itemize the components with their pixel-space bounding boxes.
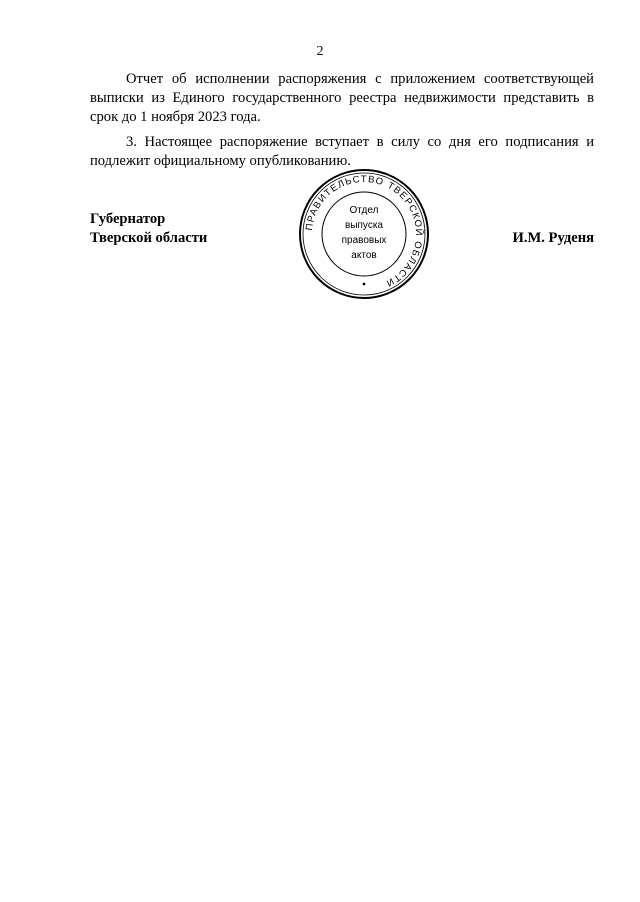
stamp-center-line3: правовых bbox=[341, 235, 387, 246]
stamp-center-line2: выпуска bbox=[345, 220, 383, 231]
stamp-outer-thin-ring bbox=[303, 173, 425, 295]
stamp-ring-text: ПРАВИТЕЛЬСТВО ТВЕРСКОЙ ОБЛАСТИ bbox=[304, 173, 425, 289]
paragraph-effective: 3. Настоящее распоряжение вступает в силу со дня его подписания и подлежит официальному опубликованию. bbox=[90, 134, 594, 169]
stamp-center-line1: Отдел bbox=[349, 205, 379, 216]
signatory-position-line2: Тверской области bbox=[90, 230, 208, 246]
official-stamp bbox=[297, 167, 431, 301]
signatory-position bbox=[90, 210, 207, 248]
stamp-graphic bbox=[297, 167, 431, 301]
paragraph-report: Отчет об исполнении распоряжения с приложением соответствующей выписки из Единого государственного реестра недвижимости представить в срок до 1 ноября 2023 года. bbox=[90, 71, 594, 125]
stamp-outer-ring bbox=[300, 170, 428, 298]
signatory-name: И.М. Руденя bbox=[512, 230, 594, 246]
page-number: 2 bbox=[316, 44, 324, 59]
stamp-center-line4: актов bbox=[351, 250, 377, 261]
stamp-dot bbox=[363, 283, 366, 286]
signatory-position-line1: Губернатор bbox=[90, 211, 166, 227]
document-body bbox=[90, 70, 594, 177]
